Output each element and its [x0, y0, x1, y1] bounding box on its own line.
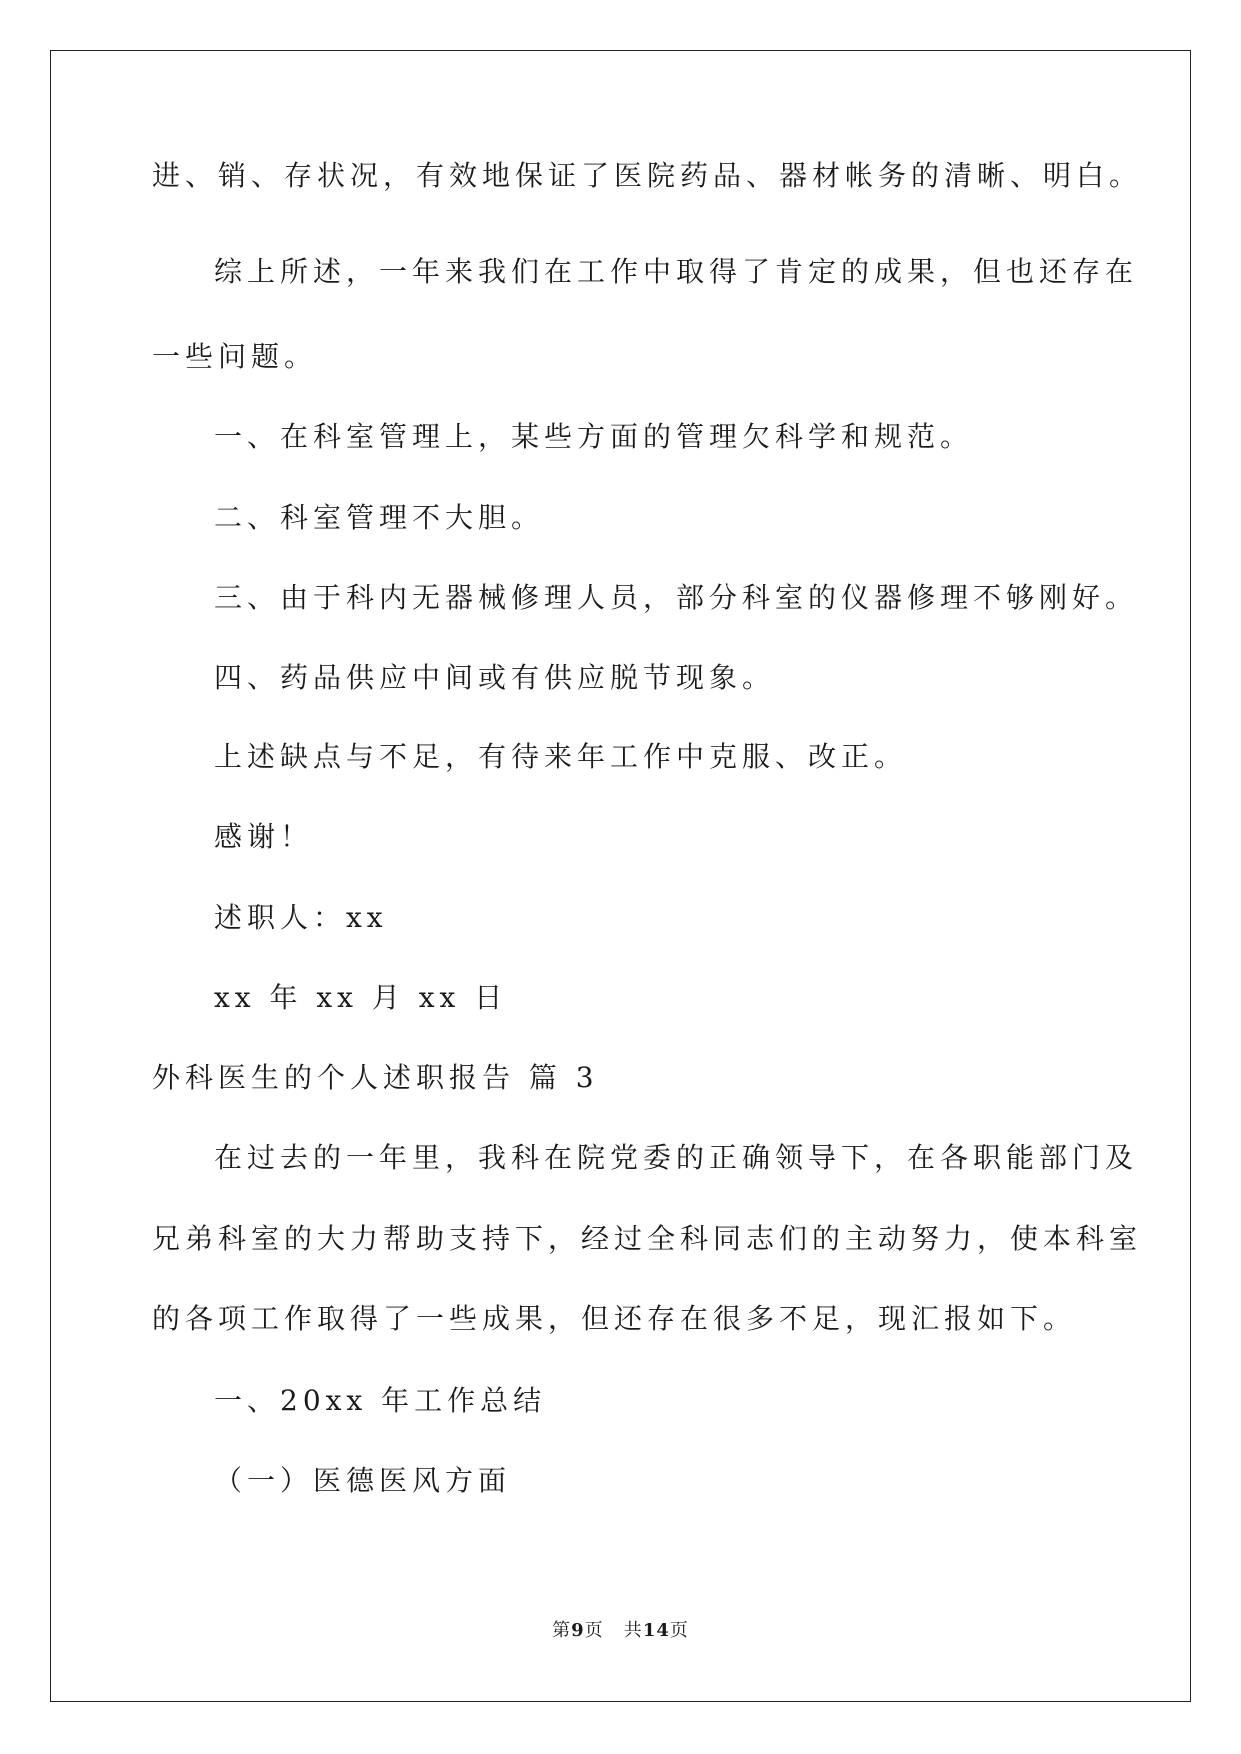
- body-line-7: 四、药品供应中间或有供应脱节现象。: [214, 661, 776, 694]
- body-line-9: 感谢！: [214, 820, 314, 853]
- footer-mid: 页 共: [584, 1620, 643, 1641]
- body-line-2: 综上所述，一年来我们在工作中取得了肯定的成果，但也还存在: [214, 255, 1139, 288]
- body-line-1: 进、销、存状况，有效地保证了医院药品、器材帐务的清晰、明白。: [152, 159, 1143, 192]
- body-line-13: 在过去的一年里，我科在院党委的正确领导下，在各职能部门及: [214, 1141, 1139, 1174]
- current-page-number: 9: [571, 1620, 585, 1641]
- subheading-2: （一）医德医风方面: [214, 1464, 512, 1497]
- footer-suffix: 页: [669, 1620, 689, 1641]
- body-line-14: 兄弟科室的大力帮助支持下，经过全科同志们的主动努力，使本科室: [152, 1222, 1143, 1255]
- signature-line: 述职人：xx: [214, 901, 388, 934]
- subheading-1: 一、20xx 年工作总结: [214, 1384, 547, 1417]
- date-line: xx 年 xx 月 xx 日: [214, 981, 508, 1014]
- body-line-5: 二、科室管理不大胆。: [214, 501, 545, 534]
- page-footer: [0, 1620, 1241, 1642]
- total-page-number: 14: [642, 1620, 670, 1641]
- body-line-4: 一、在科室管理上，某些方面的管理欠科学和规范。: [214, 420, 974, 453]
- body-line-3: 一些问题。: [152, 340, 318, 373]
- section-heading: 外科医生的个人述职报告 篇 3: [152, 1061, 599, 1094]
- body-line-15: 的各项工作取得了一些成果，但还存在很多不足，现汇报如下。: [152, 1302, 1077, 1335]
- body-line-8: 上述缺点与不足，有待来年工作中克服、改正。: [214, 740, 908, 773]
- footer-prefix: 第: [552, 1620, 572, 1641]
- body-line-6: 三、由于科内无器械修理人员，部分科室的仪器修理不够刚好。: [214, 581, 1139, 614]
- page-border: [50, 50, 1191, 1702]
